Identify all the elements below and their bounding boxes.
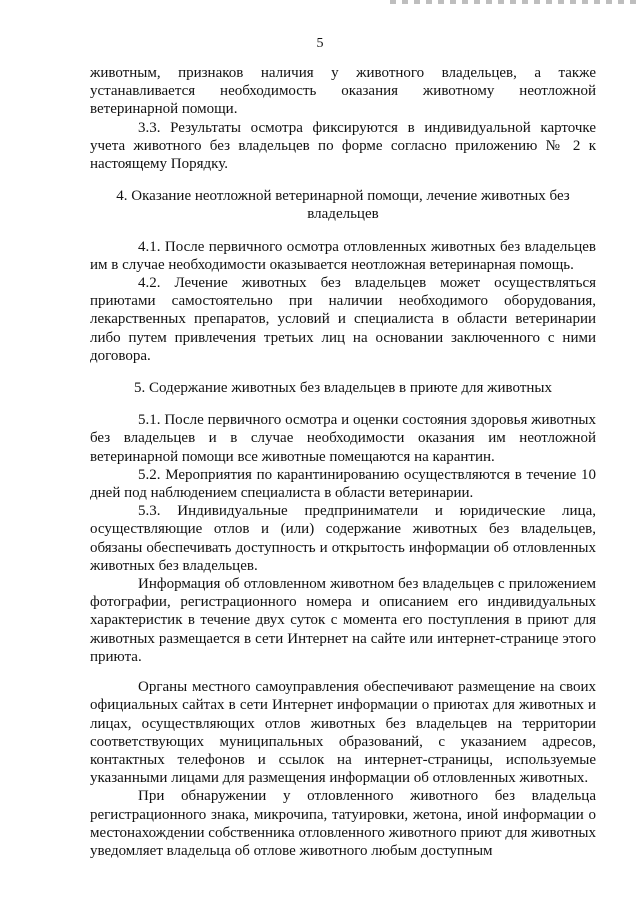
- document-body: [90, 64, 596, 860]
- paragraph-4-2: 4.2. Лечение животных без владельцев может осуществляться приютами самостоятельно при наличии необходимого оборудования, лекарственных препаратов, условий и специалиста в области ветеринарии либо путем привлечения третьих лиц на основании заключенного с ними договора.: [90, 275, 596, 364]
- paragraph-information: Информация об отловленном животном без владельцев с приложением фотографии, регистрационного номера и описанием его индивидуальных характеристик в течение двух суток с момента его поступления в приют для животных размещается в сети Интернет на сайте или интернет-странице этого приюта.: [90, 576, 596, 665]
- paragraph-continuation: животным, признаков наличия у животного владельцев, а также устанавливается необходимость оказания животному неотложной ветеринарной помощи.: [90, 65, 596, 118]
- section-4-heading: 4. Оказание неотложной ветеринарной помощи, лечение животных без владельцев: [116, 188, 570, 223]
- scan-artifact: [390, 0, 640, 4]
- page-number: 5: [316, 36, 324, 51]
- paragraph-5-3: 5.3. Индивидуальные предприниматели и юридические лица, осуществляющие отлов и (или) содержание животных без владельцев, обязаны обеспечивать доступность и открытость информации об отловленных животных без владельцев.: [90, 503, 596, 574]
- paragraph-owner-notification: При обнаружении у отловленного животного без владельца регистрационного знака, микрочипа, татуировки, жетона, иной информации о местонахождении собственника отловленного животного приют для животных уведомляет владельца об отлове животного любым доступным: [90, 788, 596, 859]
- section-5-heading: 5. Содержание животных без владельцев в приюте для животных: [133, 380, 552, 397]
- paragraph-5-2: 5.2. Мероприятия по карантинированию осуществляются в течение 10 дней под наблюдением специалиста в области ветеринарии.: [90, 466, 596, 502]
- paragraph-3-3: 3.3. Результаты осмотра фиксируются в индивидуальной карточке учета животного без владельцев по форме согласно приложению № 2 к настоящему Порядку.: [90, 119, 596, 173]
- paragraph-4-1: 4.1. После первичного осмотра отловленных животных без владельцев им в случае необходимости оказывается неотложная ветеринарная помощь.: [90, 238, 596, 273]
- paragraph-local-government: Органы местного самоуправления обеспечивают размещение на своих официальных сайтах в сети Интернет информации о приютах для животных и лицах, осуществляющих отлов животных без владельцев на территории соответствующих муниципальных образований, с указанием адресов, контактных телефонов и ссылок на интернет-страницы, используемые указанными лицами для размещения информации об отловленных животных.: [90, 679, 596, 787]
- paragraph-5-1: 5.1. После первичного осмотра и оценки состояния здоровья животных без владельцев и в случае необходимости оказания им неотложной ветеринарной помощи все животные помещаются на карантин.: [90, 412, 596, 465]
